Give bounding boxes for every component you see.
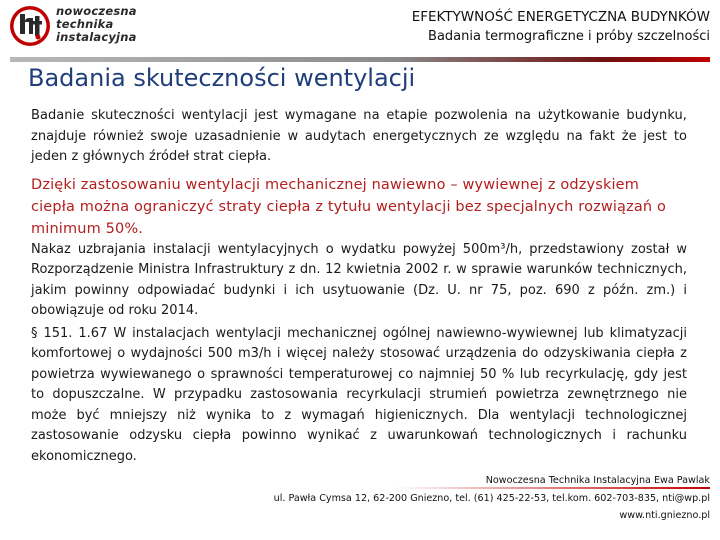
legal-paragraph: § 151. 1.67 W instalacjach wentylacji mechanicznej ogólnej nawiewno-wywiewnej lub klimatyzacji komfortowej o wydajności 500 m3/h i więcej należy stosować urządzenia do odzyskiwania ciepła z powietrza wywiewanego o sprawności temperaturowej co najmniej 50 % lub recyrkulację, gdy jest to dopuszczalne. W przypadku zastosowania recyrkulacji strumień powietrza zewnętrznego nie może być mniejszy niż wynika to z wymagań higienicznych. Dla wentylacji technologicznej zastosowanie odzysku ciepła powinno wynikać z uwarunkowań technologicznych i rachunku ekonomicznego. [31,325,687,464]
regulation-paragraph: Nakaz uzbrajania instalacji wentylacyjnych o wydatku powyżej 500m³/h, przedstawiony został w Rozporządzenie Ministra Infrastruktury z dn. 12 kwietnia 2002 r. w sprawie warunków technicznych, jakim powinny odpowiadać budynki i ich usytuowanie (Dz. U. nr 75, poz. 690 z późn. zm.) i obowiązuje od roku 2014. [31,241,687,318]
header-divider [10,57,710,62]
main-content [31,106,687,467]
intro-paragraph: Badanie skuteczności wentylacji jest wymagane na etapie pozwolenia na użytkowanie budynku, znajduje również swoje uzasadnienie w audytach energetycznych ze względu na fakt że jest to jeden z głównych źródeł strat ciepła. [31,108,687,164]
highlight-paragraph: Dzięki zastosowaniu wentylacji mechanicznej nawiewno – wywiewnej z odzyskiem ciepła można ograniczyć straty ciepła z tytułu wentylacji bez specjalnych rozwiązań o minimum 50%. [31,176,666,237]
header-subtitle: Badania termograficzne i próby szczelności [428,29,710,44]
footer-company: Nowoczesna Technika Instalacyjna Ewa Pawlak [485,475,710,486]
logo-line: nowoczesna [56,4,137,18]
header-title: EFEKTYWNOŚĆ ENERGETYCZNA BUDYNKÓW [411,9,710,25]
logo-line: instalacyjna [56,30,137,44]
header [412,8,710,46]
logo-emblem-icon [8,4,52,48]
footer-website[interactable]: www.nti.gniezno.pl [619,510,710,521]
logo-text [56,5,137,44]
company-logo [8,4,168,48]
footer [274,472,710,525]
page-title: Badania skuteczności wentylacji [28,64,416,92]
logo-line: technika [56,17,114,31]
footer-address: ul. Pawła Cymsa 12, 62-200 Gniezno, tel. (61) 425-22-53, tel.kom. 602-703-835, nti@wp.pl [273,492,710,504]
